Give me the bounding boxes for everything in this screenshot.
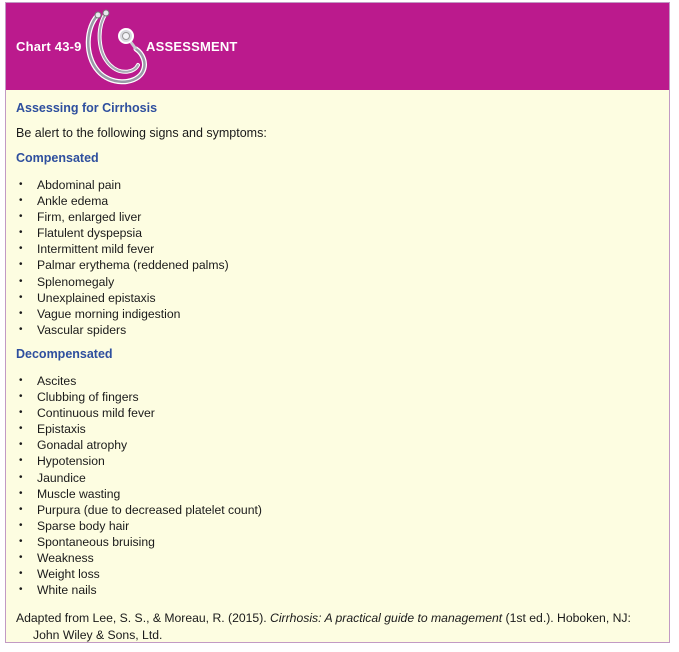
list-item: • Gonadal atrophy [19,438,128,453]
bullet-icon: • [19,471,23,483]
bullet-icon: • [19,211,23,223]
list-item: • Weakness [19,550,94,565]
list-item: • Ankle edema [19,194,109,209]
bullet-icon: • [19,423,23,435]
bullet-icon: • [19,243,23,255]
stethoscope-icon [76,7,154,89]
bullet-icon: • [19,584,23,596]
list-item: • Purpura (due to decreased platelet count) [19,502,262,517]
section-heading: Decompensated [16,346,113,361]
bullet-icon: • [19,487,23,499]
bullet-icon: • [19,179,23,190]
intro-text: Be alert to the following signs and symptoms: [16,126,267,140]
list-item: • White nails [19,583,97,598]
chart-title: Assessing for Cirrhosis [16,101,158,115]
reference-publisher: (1st ed.). Hoboken, NJ: John Wiley & Sons, Ltd. [33,611,631,643]
chart-header [6,3,669,90]
bullet-icon: • [19,519,23,531]
bullet-icon: • [19,323,23,335]
bullet-icon: • [19,374,23,386]
list-item: • Sparse body hair [19,518,130,533]
symptom-list [16,373,661,598]
list-item: • Jaundice [19,470,86,485]
chart-number: Chart 43-9 [16,39,82,54]
list-item: • Abdominal pain [19,178,122,192]
bullet-icon: • [19,259,23,271]
bullet-icon: • [19,535,23,547]
bullet-icon: • [19,455,23,467]
reference-authors: Adapted from Lee, S. S., & Moreau, R. (2015). [16,611,271,626]
list-item: • Palmar erythema (reddened palms) [19,258,229,273]
list-item: • Epistaxis [19,422,86,437]
reference-citation [16,610,661,643]
bullet-icon: • [19,291,23,303]
list-item: • Unexplained epistaxis [19,290,156,305]
list-item: • Continuous mild fever [19,406,155,421]
symptom-list [16,177,661,338]
list-item: • Vague morning indigestion [19,306,181,321]
bullet-icon: • [19,503,23,515]
list-item: • Flatulent dyspepsia [19,226,143,241]
section-compensated [16,151,661,338]
bullet-icon: • [19,407,23,419]
list-item: • Spontaneous bruising [19,534,155,549]
section-decompensated [16,347,661,598]
list-item: • Intermittent mild fever [19,242,155,257]
bullet-icon: • [19,439,23,451]
bullet-icon: • [19,227,23,239]
reference-book-title: Cirrhosis: A practical guide to management [270,611,503,626]
list-item: • Hypotension [19,454,105,469]
list-item: • Splenomegaly [19,274,115,289]
bullet-icon: • [19,307,23,319]
section-heading: Compensated [16,151,99,165]
bullet-icon: • [19,551,23,563]
bullet-icon: • [19,275,23,287]
bullet-icon: • [19,568,23,580]
chart-type-label: ASSESSMENT [146,39,238,54]
bullet-icon: • [19,195,23,207]
assessment-chart [5,2,670,643]
list-item: • Weight loss [19,567,100,582]
chart-content [16,90,661,643]
list-item: • Firm, enlarged liver [19,210,142,225]
bullet-icon: • [19,391,23,403]
list-item: • Vascular spiders [19,322,127,337]
list-item: • Muscle wasting [19,486,121,501]
list-item: • Clubbing of fingers [19,390,139,405]
list-item: • Ascites [19,373,77,388]
